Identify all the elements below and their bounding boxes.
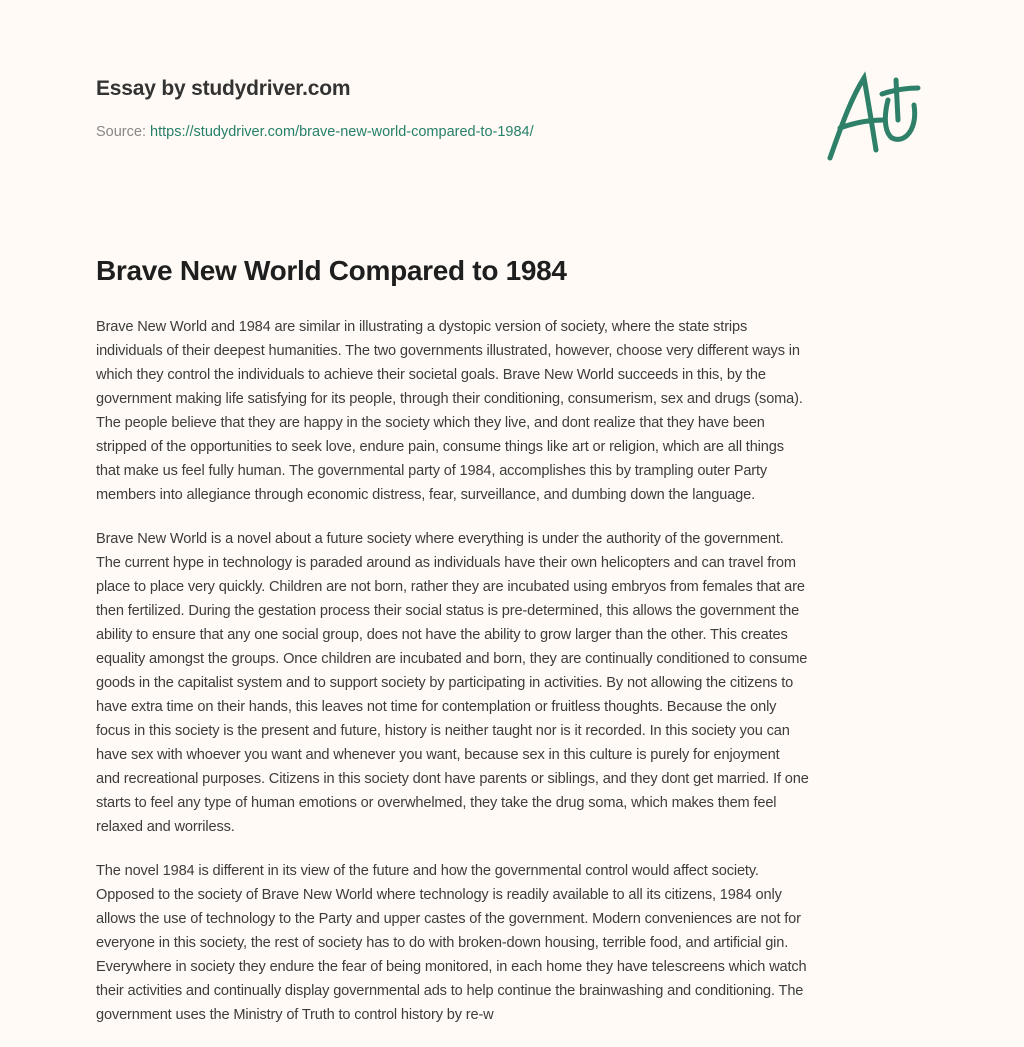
paragraph-line: The people believe that they are happy in the society which they live, and dont realize that they have been (96, 415, 765, 431)
paragraph-line: government making life satisfying for its people, through their conditioning, consumerism, sex and drugs (soma). (96, 391, 803, 407)
paragraph-line: Brave New World and 1984 are similar in illustrating a dystopic version of society, where the state strips (96, 319, 748, 335)
paragraph-line: allows the use of technology to the Party and upper castes of the government. Modern conveniences are not for (96, 911, 801, 927)
site-title: Essay by studydriver.com (96, 77, 351, 100)
essay-paragraph (96, 527, 936, 839)
paragraph-line: ability to ensure that any one social group, does not have the ability to grow larger than the other. This creates (96, 627, 788, 643)
paragraph-line: starts to feel any type of human emotions or overwhelmed, they take the drug soma, which makes them feel (96, 795, 777, 811)
paragraph-line: equality amongst the groups. Once children are incubated and born, they are continually conditioned to consume (96, 651, 808, 667)
source-link[interactable]: https://studydriver.com/brave-new-world-compared-to-1984/ (150, 124, 534, 140)
essay-paragraph (96, 859, 936, 1027)
essay-title: Brave New World Compared to 1984 (96, 255, 567, 286)
paragraph-line: and recreational purposes. Citizens in this society dont have parents or siblings, and they dont get married. If one (96, 771, 809, 787)
paragraph-line: stripped of the opportunities to seek love, endure pain, consume things like art or religion, which are all things (96, 439, 784, 455)
essay-body (96, 315, 936, 1047)
paragraph-line: Brave New World is a novel about a future society where everything is under the authority of the government. (96, 531, 784, 547)
paragraph-line: individuals of their deepest humanities. The two governments illustrated, however, choose very different ways in (96, 343, 800, 359)
paragraph-line: goods in the capitalist system and to support society by participating in activities. By not allowing the citizens to (96, 675, 794, 691)
paragraph-line: focus in this society is the present and future, history is neither taught nor is it recorded. In this society you can (96, 723, 790, 739)
paragraph-line: have sex with whoever you want and whenever you want, because sex in this culture is purely for enjoyment (96, 747, 780, 763)
paragraph-line: everyone in this society, the rest of society has to do with broken-down housing, terrible food, and artificial gin. (96, 935, 789, 951)
paragraph-line: place to place very quickly. Children are not born, rather they are incubated using embryos from females that are (96, 579, 805, 595)
paragraph-line: that make us feel fully human. The governmental party of 1984, accomplishes this by trampling outer Party (96, 463, 768, 479)
source-line (96, 124, 534, 140)
paragraph-line: The novel 1984 is different in its view of the future and how the governmental control would affect society. (96, 863, 759, 879)
paragraph-line: Opposed to the society of Brave New World where technology is readily available to all its citizens, 1984 only (96, 887, 782, 903)
paragraph-line: then fertilized. During the gestation process their social status is pre-determined, this allows the government the (96, 603, 800, 619)
paragraph-line: their activities and continually display governmental ads to help continue the brainwashing and conditioning. The (96, 983, 804, 999)
paragraph-line: members into allegiance through economic distress, fear, surveillance, and dumbing down the language. (96, 487, 755, 503)
paragraph-line: government uses the Ministry of Truth to control history by re-w (96, 1007, 494, 1023)
paragraph-line: relaxed and worriless. (96, 819, 235, 835)
paragraph-line: Everywhere in society they endure the fear of being monitored, in each home they have telescreens which watch (96, 959, 807, 975)
paragraph-line: which they control the individuals to achieve their societal goals. Brave New World succeeds in this, by the (96, 367, 766, 383)
source-label: Source: (96, 124, 146, 140)
a-plus-logo-icon (818, 70, 928, 165)
paragraph-line: have extra time on their hands, this leaves not time for contemplation or fruitless thoughts. Because the only (96, 699, 777, 715)
paragraph-line: The current hype in technology is paraded around as individuals have their own helicopters and can travel from (96, 555, 796, 571)
essay-paragraph (96, 315, 936, 507)
